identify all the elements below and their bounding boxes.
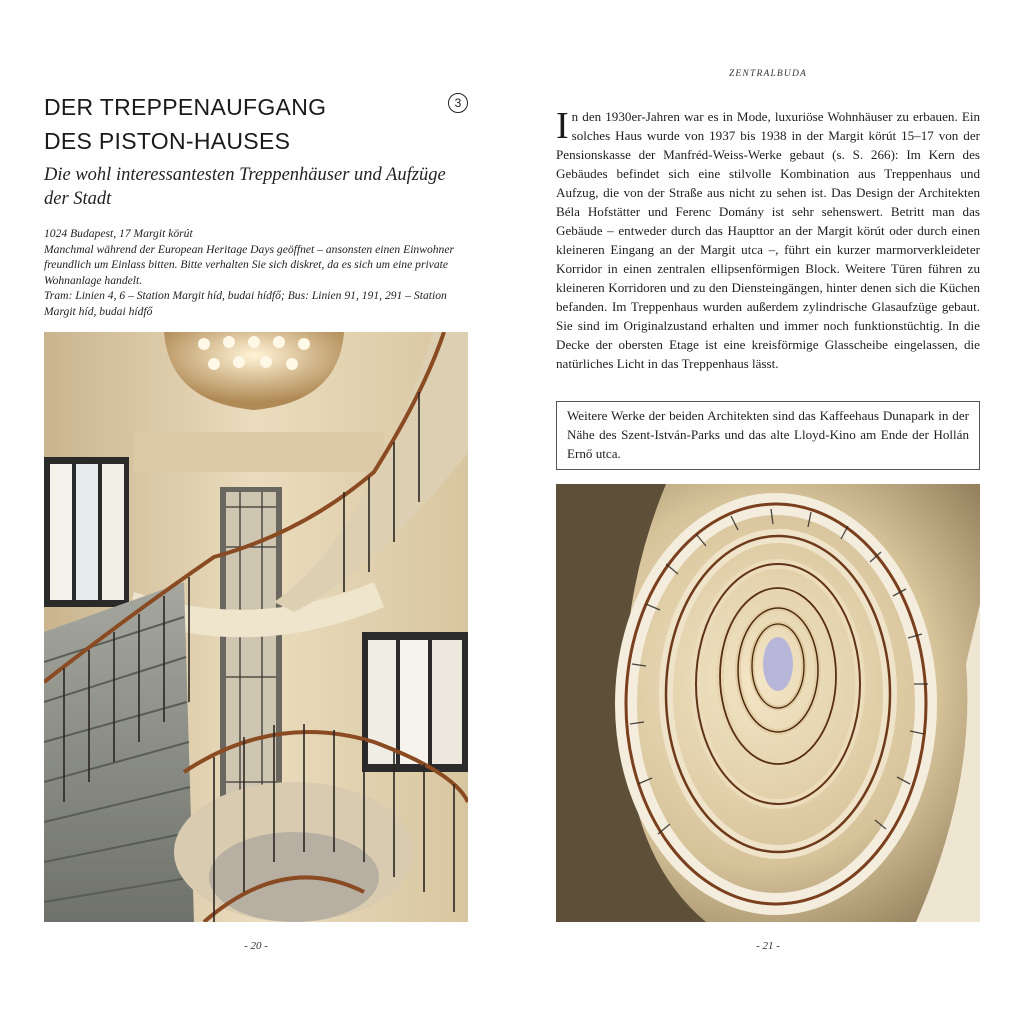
sidebar-box: Weitere Werke der beiden Architekten sind das Kaffeehaus Dunapark in der Nähe des Szent-István-Parks und das alte Lloyd-Kino am Ende der Hollán Ernő utca.: [556, 401, 980, 470]
right-page: [512, 0, 1024, 1024]
entry-number-badge: 3: [448, 93, 468, 113]
page-number: - 21 -: [756, 940, 780, 952]
transport-info: Tram: Linien 4, 6 – Station Margit híd, budai hídfő; Bus: Linien 91, 191, 291 – Station Margit híd, budai hídfő: [44, 289, 447, 318]
body-text: [556, 107, 980, 373]
title-line-2: DES PISTON-HAUSES: [44, 128, 291, 154]
subtitle: Die wohl interessantesten Treppenhäuser und Aufzüge der Stadt: [44, 165, 446, 209]
address: 1024 Budapest, 17 Margit körút: [44, 227, 193, 240]
dropcap: I: [556, 105, 569, 147]
spiral-stair-photo: [556, 484, 980, 922]
page-title: [44, 90, 444, 158]
running-head: ZENTRALBUDA: [728, 69, 808, 79]
staircase-photo: [44, 332, 468, 922]
page-number: - 20 -: [244, 940, 268, 952]
access-note: Manchmal während der European Heritage Days geöffnet – ansonsten einen Einwohner freundlich um Einlass bitten. Bitte verhalten Sie sich diskret, da es sich um eine private Wohnanlage handelt.: [44, 242, 455, 287]
body-paragraph: n den 1930er-Jahren war es in Mode, luxuriöse Wohnhäuser zu erbauen. Ein solches Haus wurde von 1937 bis 1938 in der Margit körút 15–17 von der Pensionskasse der Manfréd-Weiss-Werke gebaut (s. S. 266): Im Kern des Gebäudes befindet sich eine stilvolle Kombination aus Treppenhaus und Aufzug, die von der Straße aus nicht zu sehen ist. Das Design der Architekten Béla Hofstätter und Ferenc Domány ist sehr sehenswert. Betritt man das Gebäude – entweder durch das Haupttor an der Margit körút oder durch einen kleineren Eingang an der Margit utca –, führt ein kurzer marmorverkleideter Korridor in einen zentralen ellipsenförmigen Block. Weitere Türen führen zu kleineren Korridoren und zu den Diensteingängen, hinter denen sich die Küchen befanden. Im Treppenhaus wurden außerdem zylindrische Glasaufzüge gebaut. Sie sind im Originalzustand erhalten und immer noch funktionstüchtig. In die Decke der obersten Etage ist eine kreisförmige Glasscheibe eingelassen, die natürliches Licht in das Treppenhaus lässt.: [556, 109, 980, 371]
info-block: [44, 226, 469, 320]
title-line-1: DER TREPPENAUFGANG: [44, 94, 327, 120]
